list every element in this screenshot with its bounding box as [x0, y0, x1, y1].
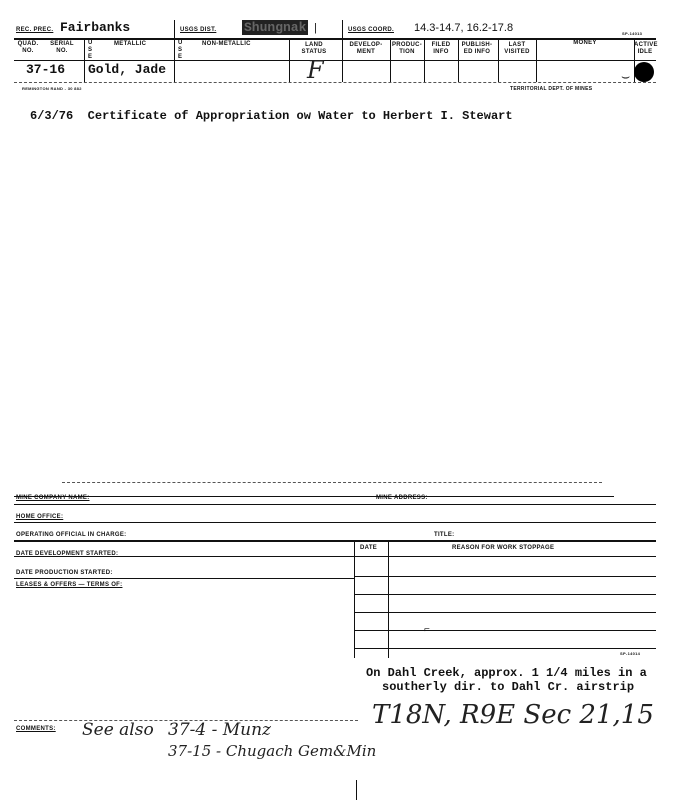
land-status-value: F: [307, 56, 324, 84]
comments-see-also: See also: [82, 720, 154, 740]
date-development-label: DATE DEVELOPMENT STARTED:: [16, 551, 119, 557]
location-line-2: southerly dir. to Dahl Cr. airstrip: [382, 680, 635, 694]
header-card: [14, 18, 656, 92]
metallic-label: METALLIC: [114, 41, 147, 47]
idle-mark: ⌣: [621, 68, 631, 84]
location-note: [366, 666, 666, 694]
mine-company-name-label: MINE COMPANY NAME:: [16, 495, 90, 501]
active-status-dot: [634, 62, 654, 82]
location-line-1: On Dahl Creek, approx. 1 1/4 miles in a: [366, 666, 647, 680]
rec-prec-value: Fairbanks: [60, 20, 131, 35]
handwritten-section: T18N, R9E Sec 21,15: [372, 700, 654, 730]
form-code: SP-14013: [622, 31, 643, 36]
printer-line: REMINGTON RAND - 30 882: [22, 86, 82, 91]
money-label: MONEY: [573, 40, 597, 46]
development-label: DEVELOP-MENT: [349, 42, 383, 55]
home-office-label: HOME OFFICE:: [16, 514, 64, 520]
usgs-dist-label: USGS DIST.: [180, 27, 217, 33]
usgs-coord-label: USGS COORD.: [348, 27, 394, 33]
last-visited-label: LAST VISITED: [504, 42, 530, 55]
serial-no-label: SERIAL NO.: [50, 41, 74, 54]
usgs-coord-value: 14.3-14.7, 16.2-17.8: [414, 22, 514, 34]
quad-serial-value: 37-16: [26, 62, 66, 77]
filed-info-label: FILED INFO: [431, 42, 451, 55]
title-label: TITLE:: [434, 532, 455, 538]
rec-prec-label: REC. PREC.: [16, 27, 54, 33]
usgs-dist-value: Shungnak: [244, 20, 307, 35]
quad-no-label: QUAD. NO.: [17, 41, 39, 54]
use-letters-nonmetallic: U S E: [178, 40, 183, 60]
land-status-label: LAND STATUS: [301, 42, 327, 55]
date-col-label: DATE: [360, 545, 378, 551]
published-info-label: PUBLISH-ED INFO: [461, 42, 493, 55]
dist-mark: |: [314, 22, 317, 34]
form-code-2: SP-14014: [620, 651, 641, 656]
non-metallic-label: NON-METALLIC: [202, 41, 251, 47]
record-date: 6/3/76: [30, 109, 74, 123]
reason-col-label: REASON FOR WORK STOPPAGE: [452, 545, 555, 551]
comments-label: COMMENTS:: [16, 726, 56, 732]
active-idle-label: ACTIVE IDLE: [634, 42, 658, 55]
comments-ref-2: 37-15 - Chugach Gem&Min: [168, 742, 377, 760]
use-letters-metallic: U S E: [88, 40, 93, 60]
date-production-label: DATE PRODUCTION STARTED:: [16, 570, 113, 576]
dept-line: TERRITORIAL DEPT. OF MINES: [510, 86, 593, 92]
operating-official-label: OPERATING OFFICIAL IN CHARGE:: [16, 532, 127, 538]
production-label: PRODUC-TION: [392, 42, 423, 55]
record-entry: [30, 106, 513, 124]
leases-label: LEASES & OFFERS — TERMS OF:: [16, 582, 123, 588]
mine-address-label: MINE ADDRESS:: [376, 495, 428, 501]
metallic-value: Gold, Jade: [88, 62, 167, 77]
record-text: Certificate of Appropriation ow Water to Herbert I. Stewart: [87, 109, 513, 123]
tick-mark: ⌐: [424, 624, 430, 635]
comments-ref-1: 37-4 - Munz: [168, 720, 272, 740]
